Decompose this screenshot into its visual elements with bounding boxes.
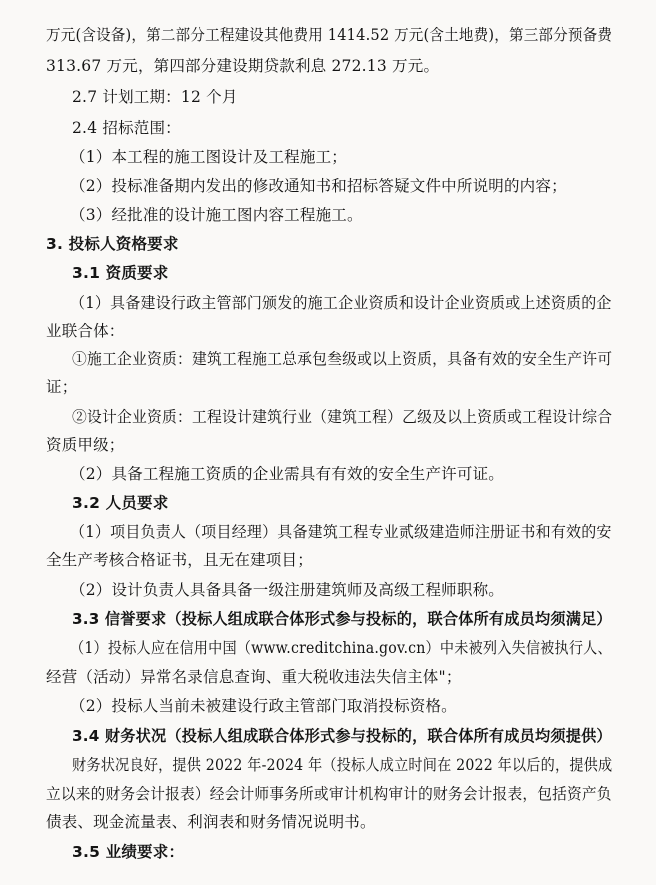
- text-line: （1）具备建设行政主管部门颁发的施工企业资质和设计企业资质或上述资质的企: [70, 294, 612, 312]
- text-line: （1）本工程的施工图设计及工程施工；: [70, 148, 347, 166]
- text-line: 证；: [46, 378, 78, 396]
- text-line: 2.4 招标范围：: [72, 119, 181, 137]
- text-line: 万元(含设备)，第二部分工程建设其他费用 1414.52 万元(含土地费)，第三部分预备费: [46, 26, 613, 44]
- text-line: （2）设计负责人具备具备一级注册建筑师及高级工程师职称。: [70, 581, 504, 599]
- text-line: 债表、现金流量表、利润表和财务情况说明书。: [46, 813, 376, 831]
- text-line: ②设计企业资质：工程设计建筑行业（建筑工程）乙级及以上资质或工程设计综合: [72, 408, 613, 426]
- text-line: 经营（活动）异常名录信息查询、重大税收违法失信主体"；: [46, 668, 462, 686]
- subsection-heading: 3.1 资质要求: [72, 264, 169, 282]
- text-line: 全生产考核合格证书，且无在建项目；: [46, 551, 313, 569]
- text-line: 313.67 万元，第四部分建设期贷款利息 272.13 万元。: [46, 57, 440, 75]
- text-line: 2.7 计划工期：12 个月: [72, 88, 238, 106]
- text-line: （2）投标准备期内发出的修改通知书和招标答疑文件中所说明的内容；: [70, 177, 567, 195]
- text-line: 立以来的财务会计报表）经会计师事务所或审计机构审计的财务会计报表，包括资产负: [46, 785, 612, 803]
- subsection-heading: 3.3 信誉要求（投标人组成联合体形式参与投标的，联合体所有成员均须满足）: [72, 610, 612, 628]
- subsection-heading: 3.4 财务状况（投标人组成联合体形式参与投标的，联合体所有成员均须提供）: [72, 727, 612, 745]
- text-line: （2）具备工程施工资质的企业需具有有效的安全生产许可证。: [70, 465, 504, 483]
- subsection-heading: 3.5 业绩要求：: [72, 843, 185, 861]
- section-heading: 3. 投标人资格要求: [46, 235, 179, 253]
- text-line: ①施工企业资质：建筑工程施工总承包叁级或以上资质，具备有效的安全生产许可: [72, 350, 613, 368]
- text-line: （1）项目负责人（项目经理）具备建筑工程专业贰级建造师注册证书和有效的安: [70, 523, 612, 541]
- text-line: （2）投标人当前未被建设行政主管部门取消投标资格。: [70, 697, 457, 715]
- text-line: 业联合体：: [46, 322, 125, 340]
- subsection-heading: 3.2 人员要求: [72, 494, 169, 512]
- text-line: （3）经批准的设计施工图内容工程施工。: [70, 206, 363, 224]
- text-line: 财务状况良好，提供 2022 年-2024 年（投标人成立时间在 2022 年以后的，提供成: [72, 756, 613, 774]
- text-line: 资质甲级；: [46, 436, 125, 454]
- text-line: （1）投标人应在信用中国（www.creditchina.gov.cn）中未被列入失信被执行人、: [70, 639, 612, 657]
